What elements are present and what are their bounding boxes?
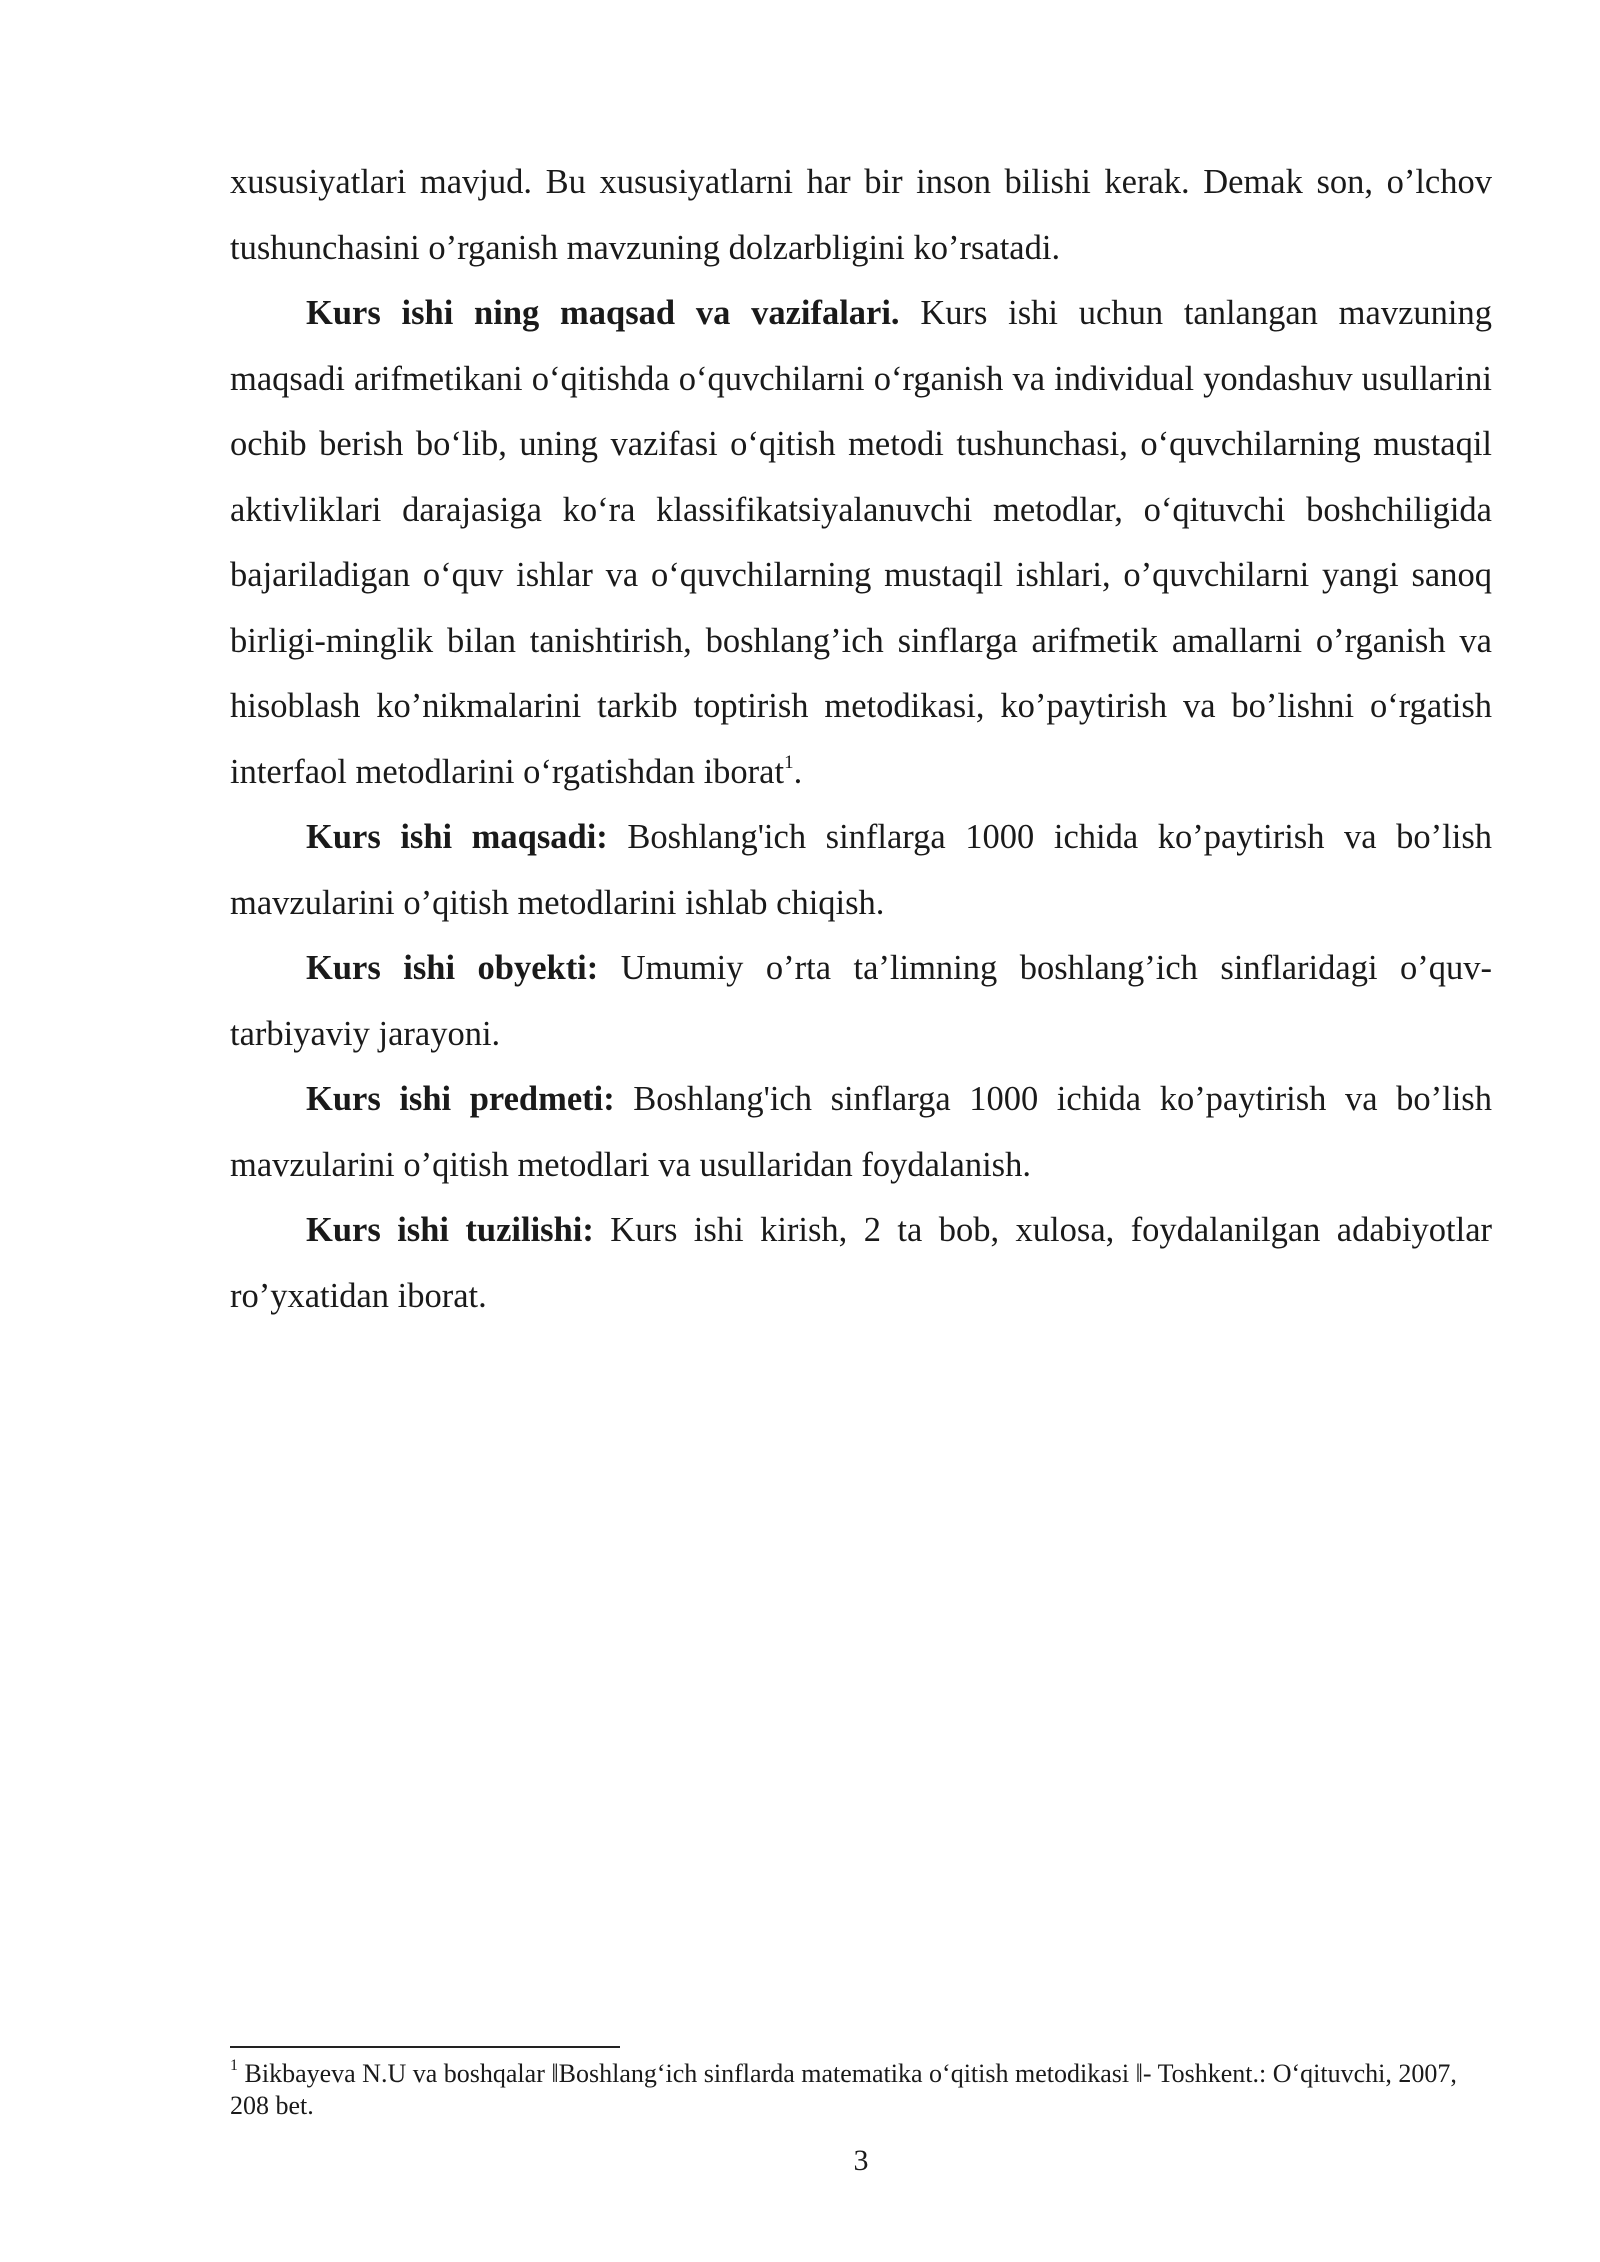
footnote-divider	[230, 2046, 620, 2048]
paragraph-text: Kurs ishi kirish, 2 ta bob, xulosa, foydalanilgan adabiyotlar ro’yxatidan iborat.	[230, 1211, 1492, 1315]
footnote	[230, 2058, 1492, 2122]
paragraph-relevance	[230, 150, 1492, 281]
paragraph-subject	[230, 1067, 1492, 1198]
footnote-reference[interactable]: 1	[784, 752, 794, 773]
paragraph-text: Umumiy o’rta ta’limning boshlang’ich sinflaridagi o’quv-tarbiyaviy jarayoni.	[230, 949, 1492, 1053]
paragraph-text: Kurs ishi uchun tanlangan mavzuning maqsadi arifmetikani o‘qitishda o‘quvchilarni o‘rganish va individual yondashuv usullarini ochib berish bo‘lib, uning vazifasi o‘qitish metodi tushunchasi, o‘quvchilarning mustaqil aktivliklari darajasiga ko‘ra klassifikatsiyalanuvchi metodlar, o‘qituvchi boshchiligida bajariladigan o‘quv ishlar va o‘quvchilarning mustaqil ishlari, o’quvchilarni yangi sanoq birligi-minglik bilan tanishtirish, boshlang’ich sinflarga arifmetik amallarni o’rganish va hisoblash ko’nikmalarini tarkib toptirish metodikasi, ko’paytirish va bo’lishni o‘rgatish interfaol metodlarini o‘rgatishdan iborat	[230, 294, 1492, 791]
paragraph-structure	[230, 1198, 1492, 1329]
page-number: 3	[853, 2144, 869, 2177]
paragraph-goals-tasks	[230, 281, 1492, 805]
footnote-text: Bikbayeva N.U va boshqalar ‖Boshlang‘ich sinflarda matematika o‘qitish metodikasi ‖- Toshkent.: O‘qituvchi, 2007, 208 bet.	[230, 2059, 1457, 2120]
paragraph-goal	[230, 805, 1492, 936]
paragraph-end-punctuation: .	[793, 752, 803, 791]
document-body	[230, 150, 1492, 1329]
paragraph-heading: Kurs ishi predmeti:	[306, 1080, 615, 1118]
paragraph-object	[230, 936, 1492, 1067]
paragraph-text: Boshlang'ich sinflarga 1000 ichida ko’paytirish va bo’lish mavzularini o’qitish metodlari va usullaridan foydalanish.	[230, 1080, 1492, 1184]
paragraph-text: Boshlang'ich sinflarga 1000 ichida ko’paytirish va bo’lish mavzularini o’qitish metodlarini ishlab chiqish.	[230, 818, 1492, 922]
paragraph-heading: Kurs ishi obyekti:	[306, 949, 599, 987]
paragraph-heading: Kurs ishi tuzilishi:	[306, 1211, 594, 1249]
paragraph-heading: Kurs ishi maqsadi:	[306, 818, 608, 856]
paragraph-text: xususiyatlari mavjud. Bu xususiyatlarni har bir inson bilishi kerak. Demak son, o’lchov tushunchasini o’rganish mavzuning dolzarbligini ko’rsatadi.	[230, 163, 1492, 267]
paragraph-heading: Kurs ishi ning maqsad va vazifalari.	[306, 294, 900, 332]
footnote-marker: 1	[230, 2057, 238, 2075]
